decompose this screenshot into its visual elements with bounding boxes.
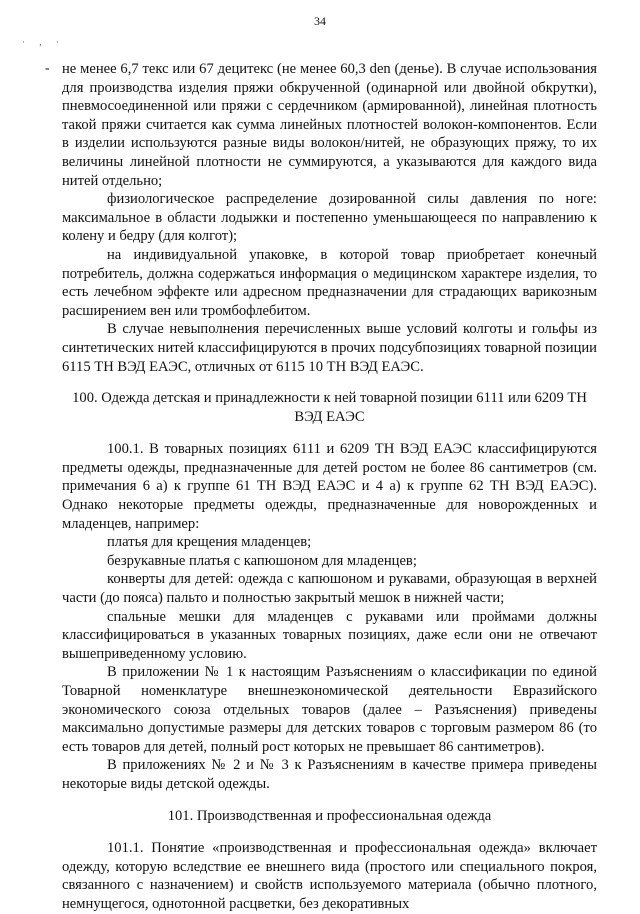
section-heading-101: 101. Производственная и профессиональная одежда [167,807,492,824]
section-heading-100: 100. Одежда детская и принадлежности к ней товарной позиции 6111 или 6209 ТН ВЭД ЕАЭС [72,390,587,425]
list-item: платья для крещения младенцев; [107,534,312,551]
paragraph: 101.1. Понятие «производственная и профессиональная одежда» включает одежду, которую вследствие ее внешнего вида (простого или специального покроя, связанного с назначением) и свойств используемого материала (обычно плотного, немнущегося, однотонной расцветки, без декоративных [62,840,597,912]
paragraph: В приложениях № 2 и № 3 к Разъяснениям в качестве примера приведены некоторые виды детской одежды. [62,757,597,792]
page-number: 34 [314,14,326,28]
list-item: безрукавные платья с капюшоном для младенцев; [107,552,417,569]
list-item: конверты для детей: одежда с капюшоном и рукавами, образующая в верхней части (до пояса) пальто и полностью закрытый мешок в нижней части; [62,571,597,607]
scan-specks: · , · [22,37,65,47]
paragraph: В случае невыполнения перечисленных выше условий колготы и гольфы из синтетических нитей классифицируются в прочих подсубпозициях товарной позиции 6115 ТН ВЭД ЕАЭС, отличных от 6115 10 ТН ВЭД ЕАЭС. [62,321,597,375]
margin-dash: - [45,61,50,76]
list-item: спальные мешки для младенцев с рукавами или проймами должны классифицироваться в указанных товарных позициях, даже если они не отвечают вышеприведенному условию. [62,608,597,662]
paragraph: на индивидуальной упаковке, в которой товар приобретает конечный потребитель, должна содержаться информация о медицинском характере изделия, то есть лечебном эффекте или адресном предназначении для страдающих варикозным расширением вен или тромбофлебитом. [62,246,597,319]
paragraph: не менее 6,7 текс или 67 децитекс (не менее 60,3 den (денье). В случае использования для производства изделия пряжи обкрученной (одинарной или двойной обкрутки), пневмосоединенной или пряжи с сердечником (армированной), линейная плотность такой пряжи считается как сумма линейных плотностей волокон-компонентов. Если в изделии используются разные виды волокон/нитей, не образующих пряжу, то их величины линейной плотности не суммируются, а указываются для каждого вида нитей отдельно; [62,61,597,189]
body-text [62,60,597,914]
paragraph: физиологическое распределение дозированной силы давления по ноге: максимальное в области лодыжки и постепенно уменьшающееся по направлению к колену и бедру (для колгот); [62,191,597,245]
paragraph: В приложении № 1 к настоящим Разъяснениям о классификации по единой Товарной номенклатуре внешнеэкономической деятельности Евразийского экономического союза отдельных товаров (далее – Разъяснения) приведены максимально допустимые размеры для детских товаров с торговым размером 86 (то есть товаров для детей, полный рост которых не превышает 86 сантиметров). [62,664,597,755]
paragraph: 100.1. В товарных позициях 6111 и 6209 ТН ВЭД ЕАЭС классифицируются предметы одежды, предназначенные для детей ростом не более 86 сантиметров (см. примечания 6 а) к группе 61 ТН ВЭД ЕАЭС и 4 а) к группе 62 ТН ВЭД ЕАЭС). Однако некоторые предметы одежды, предназначенные для новорожденных и младенцев, например: [62,441,597,532]
